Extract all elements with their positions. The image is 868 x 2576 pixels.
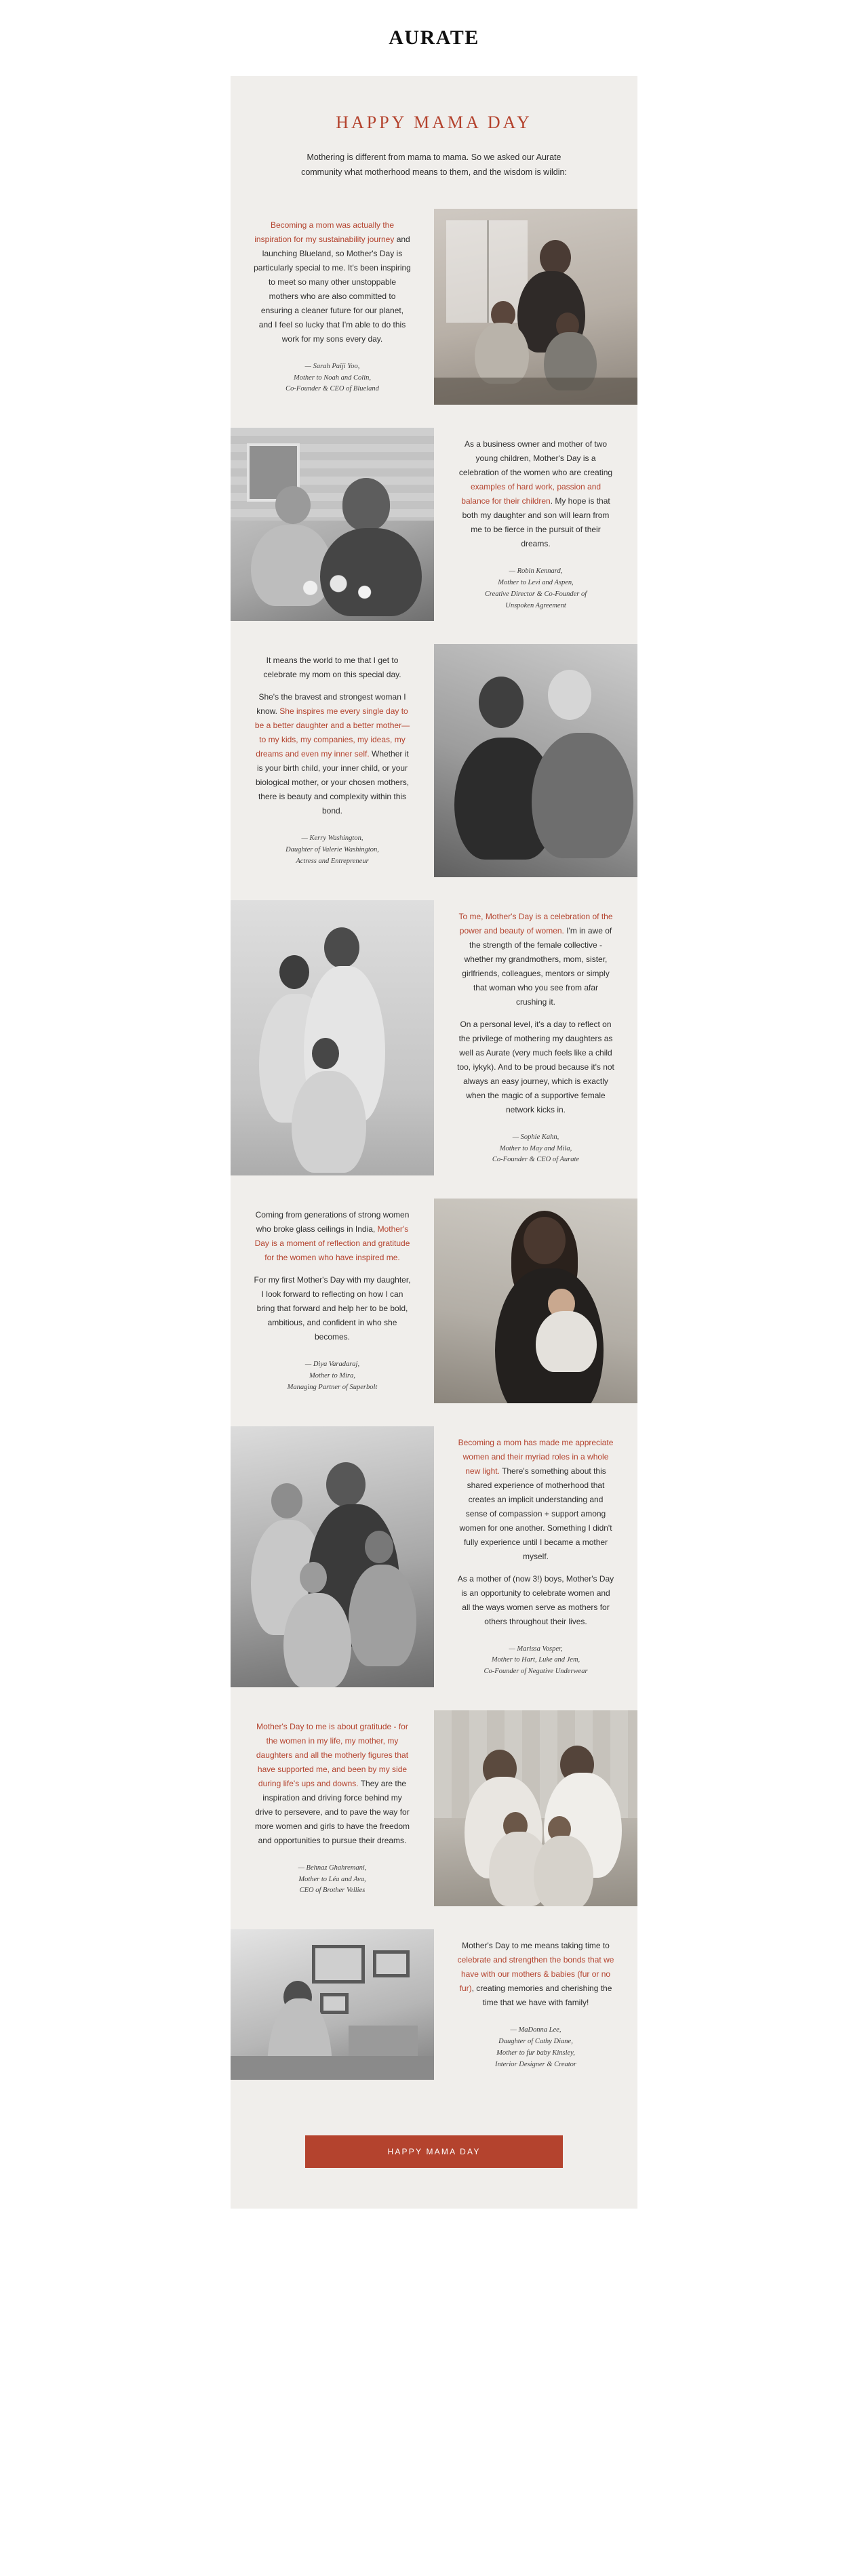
testimonial-list	[231, 209, 637, 2104]
attribution	[254, 361, 411, 395]
quote-plain: For my first Mother's Day with my daughter, I look forward to reflecting on how I can bring that forward and help her to be bold, ambitious, and confident in who she becomes.	[254, 1275, 411, 1342]
quote-plain: Mother's Day to me means taking time to	[462, 1941, 610, 1951]
attribution-line: — Sarah Paiji Yoo,	[304, 362, 360, 370]
quote-plain: There's something about this shared experience of motherhood that creates an implicit understanding and sense of compassion + support among women for one another. Something I didn't fully experience until I became a mother myself.	[459, 1466, 612, 1561]
testimonial-sophie-kahn	[231, 900, 637, 1175]
testimonial-robin-kennard	[231, 428, 637, 621]
quote-paragraph	[457, 1436, 614, 1564]
testimonial-madonna-lee	[231, 1929, 637, 2080]
attribution-line: — Robin Kennard,	[509, 567, 563, 576]
page-title: HAPPY MAMA DAY	[336, 113, 532, 132]
happy-mama-day-button[interactable]: HAPPY MAMA DAY	[305, 2135, 563, 2168]
photo-illustration	[231, 428, 434, 621]
testimonial-marissa-vosper	[231, 1426, 637, 1687]
testimonial-diya-varadaraj	[231, 1199, 637, 1403]
testimonial-text-marissa-vosper	[434, 1426, 637, 1687]
quote-paragraph	[254, 218, 411, 346]
quote-paragraph	[254, 1720, 411, 1848]
quote-highlight: Becoming a mom was actually the inspiration for my sustainability journey	[254, 220, 395, 244]
attribution-line: Daughter of Cathy Diane,	[498, 2038, 573, 2046]
attribution	[457, 1644, 614, 1678]
attribution-line: — Diya Varadaraj,	[304, 1361, 360, 1369]
attribution-line: — MaDonna Lee,	[510, 2026, 561, 2034]
attribution-line: Actress and Entrepreneur	[296, 857, 369, 865]
photo-illustration	[434, 209, 637, 405]
attribution	[457, 2025, 614, 2070]
quote-highlight: Mother's Day is a moment of reflection and gratitude for the women who have inspired me.	[254, 1224, 410, 1263]
attribution	[254, 1359, 411, 1393]
quote-plain: , creating memories and cherishing the time that we have with family!	[471, 1984, 612, 2008]
testimonial-text-sophie-kahn	[434, 900, 637, 1175]
quote-plain: She's the bravest and strongest woman I know.	[256, 692, 406, 717]
photo-illustration	[231, 1929, 434, 2080]
photo-illustration	[231, 900, 434, 1175]
testimonial-text-robin-kennard	[434, 428, 637, 621]
quote-plain: Coming from generations of strong women who broke glass ceilings in India,	[255, 1210, 410, 1234]
photo-illustration	[434, 1710, 637, 1906]
email-body	[231, 76, 637, 2209]
quote-paragraph	[457, 910, 614, 1009]
quote-paragraph	[254, 1273, 411, 1344]
photo-behnaz-family	[434, 1710, 637, 1906]
attribution-line: Daughter of Valerie Washington,	[285, 846, 379, 854]
intro-text: Mothering is different from mama to mama. So we asked our Aurate community what motherhood means to them, and the wisdom is wildin:	[301, 153, 567, 177]
quote-plain: . My hope is that both my daughter and son will learn from me to be fierce in the pursuit of their dreams.	[462, 496, 610, 549]
testimonial-sarah-paiji-yoo	[231, 209, 637, 405]
attribution-line: Mother to fur baby Kinsley,	[496, 2049, 575, 2057]
attribution-line: Mother to Léa and Ava,	[298, 1875, 366, 1883]
quote-plain: On a personal level, it's a day to reflect on the privilege of mothering my daughters as well as Aurate (very much feels like a child too, iykyk). And to be proud because it's not always an easy journey, which is exactly when the magic of a supportive female network kicks in.	[457, 1019, 614, 1114]
photo-marissa-sons	[231, 1426, 434, 1687]
attribution-line: — Sophie Kahn,	[512, 1133, 559, 1141]
attribution	[254, 833, 411, 867]
attribution-line: Mother to Levi and Aspen,	[498, 578, 574, 586]
photo-illustration	[434, 644, 637, 877]
cta-section	[231, 2103, 637, 2209]
attribution-line: — Behnaz Ghahremani,	[298, 1864, 367, 1872]
attribution-line: Managing Partner of Superbolt	[287, 1383, 378, 1391]
quote-plain: I'm in awe of the strength of the female collective - whether my grandmothers, mom, sister, girlfriends, colleagues, mentors or simply that woman who you see from afar crushing it.	[462, 925, 612, 1007]
photo-kerry-and-mother	[434, 644, 637, 877]
attribution-line: Unspoken Agreement	[505, 601, 566, 609]
attribution-line: Mother to Mira,	[309, 1371, 355, 1380]
quote-paragraph	[457, 437, 614, 551]
quote-plain: Whether it is your birth child, your inner child, or your biological mother, or your chosen mothers, there is beauty and complexity within this bond.	[255, 749, 410, 816]
testimonial-kerry-washington	[231, 644, 637, 877]
quote-paragraph	[457, 1939, 614, 2010]
attribution-line: Mother to Hart, Luke and Jem,	[491, 1656, 580, 1664]
testimonial-behnaz-ghahremani	[231, 1710, 637, 1906]
quote-highlight: celebrate and strengthen the bonds that we have with our mothers & babies (fur or no fur)	[457, 1955, 614, 1994]
quote-highlight: She inspires me every single day to be a better daughter and a better mother—to my kids, my companies, my ideas, my dreams and even my inner self.	[254, 706, 410, 759]
testimonial-text-madonna-lee	[434, 1929, 637, 2080]
attribution	[457, 566, 614, 611]
quote-highlight: Becoming a mom has made me appreciate women and their myriad roles in a whole new light.	[458, 1437, 614, 1476]
photo-sarah-family	[434, 209, 637, 405]
quote-plain: As a mother of (now 3!) boys, Mother's Day is an opportunity to celebrate women and all the ways women serve as mothers for others throughout their lives.	[457, 1573, 614, 1626]
testimonial-text-behnaz-ghahremani	[231, 1710, 434, 1906]
photo-robin-baby	[231, 428, 434, 621]
quote-plain: As a business owner and mother of two young children, Mother's Day is a celebration of the women who are creating	[458, 439, 613, 478]
attribution-line: Interior Designer & Creator	[494, 2060, 577, 2068]
attribution-line: Mother to Noah and Colin,	[293, 374, 372, 382]
brand-header	[0, 0, 868, 76]
quote-plain: and launching Blueland, so Mother's Day is particularly special to me. It's been inspiring to meet so many other unstoppable mothers who are also committed to ensuring a cleaner future for our planet, and I feel so lucky that I'm able to do this work for my sons every day.	[254, 234, 411, 344]
quote-paragraph	[457, 1572, 614, 1629]
attribution-line: CEO of Brother Vellies	[299, 1887, 366, 1895]
quote-paragraph	[254, 1208, 411, 1265]
attribution-line: — Marissa Vosper,	[509, 1645, 563, 1653]
quote-plain: They are the inspiration and driving force behind my drive to persevere, and to pave the way for more women and girls to have the freedom and opportunities to pursue their dreams.	[254, 1778, 410, 1845]
testimonial-text-kerry-washington	[231, 644, 434, 877]
aurate-logo[interactable]: AURATE	[389, 26, 479, 49]
testimonial-text-diya-varadaraj	[231, 1199, 434, 1403]
quote-highlight: examples of hard work, passion and balance for their children	[461, 482, 601, 506]
photo-illustration	[434, 1199, 637, 1403]
attribution-line: Co-Founder & CEO of Blueland	[285, 385, 379, 393]
attribution-line: Mother to May and Mila,	[499, 1144, 572, 1152]
attribution	[457, 1132, 614, 1166]
attribution-line: — Kerry Washington,	[301, 834, 363, 843]
quote-paragraph	[254, 653, 411, 682]
photo-diya-baby	[434, 1199, 637, 1403]
attribution-line: Co-Founder & CEO of Aurate	[492, 1156, 580, 1164]
quote-paragraph	[457, 1018, 614, 1117]
quote-plain: It means the world to me that I get to celebrate my mom on this special day.	[263, 656, 401, 680]
quote-paragraph	[254, 690, 411, 818]
quote-highlight: Mother's Day to me is about gratitude - for the women in my life, my mother, my daughters and all the motherly figures that have supported me, and been by my side during life's ups and downs.	[256, 1721, 409, 1788]
testimonial-text-sarah-paiji-yoo	[231, 209, 434, 405]
photo-illustration	[231, 1426, 434, 1687]
quote-highlight: To me, Mother's Day is a celebration of the power and beauty of women.	[458, 911, 613, 935]
photo-madonna-interior	[231, 1929, 434, 2080]
attribution-line: Creative Director & Co-Founder of	[484, 590, 587, 598]
attribution-line: Co-Founder of Negative Underwear	[484, 1668, 588, 1676]
attribution	[254, 1863, 411, 1897]
photo-sophie-daughters	[231, 900, 434, 1175]
